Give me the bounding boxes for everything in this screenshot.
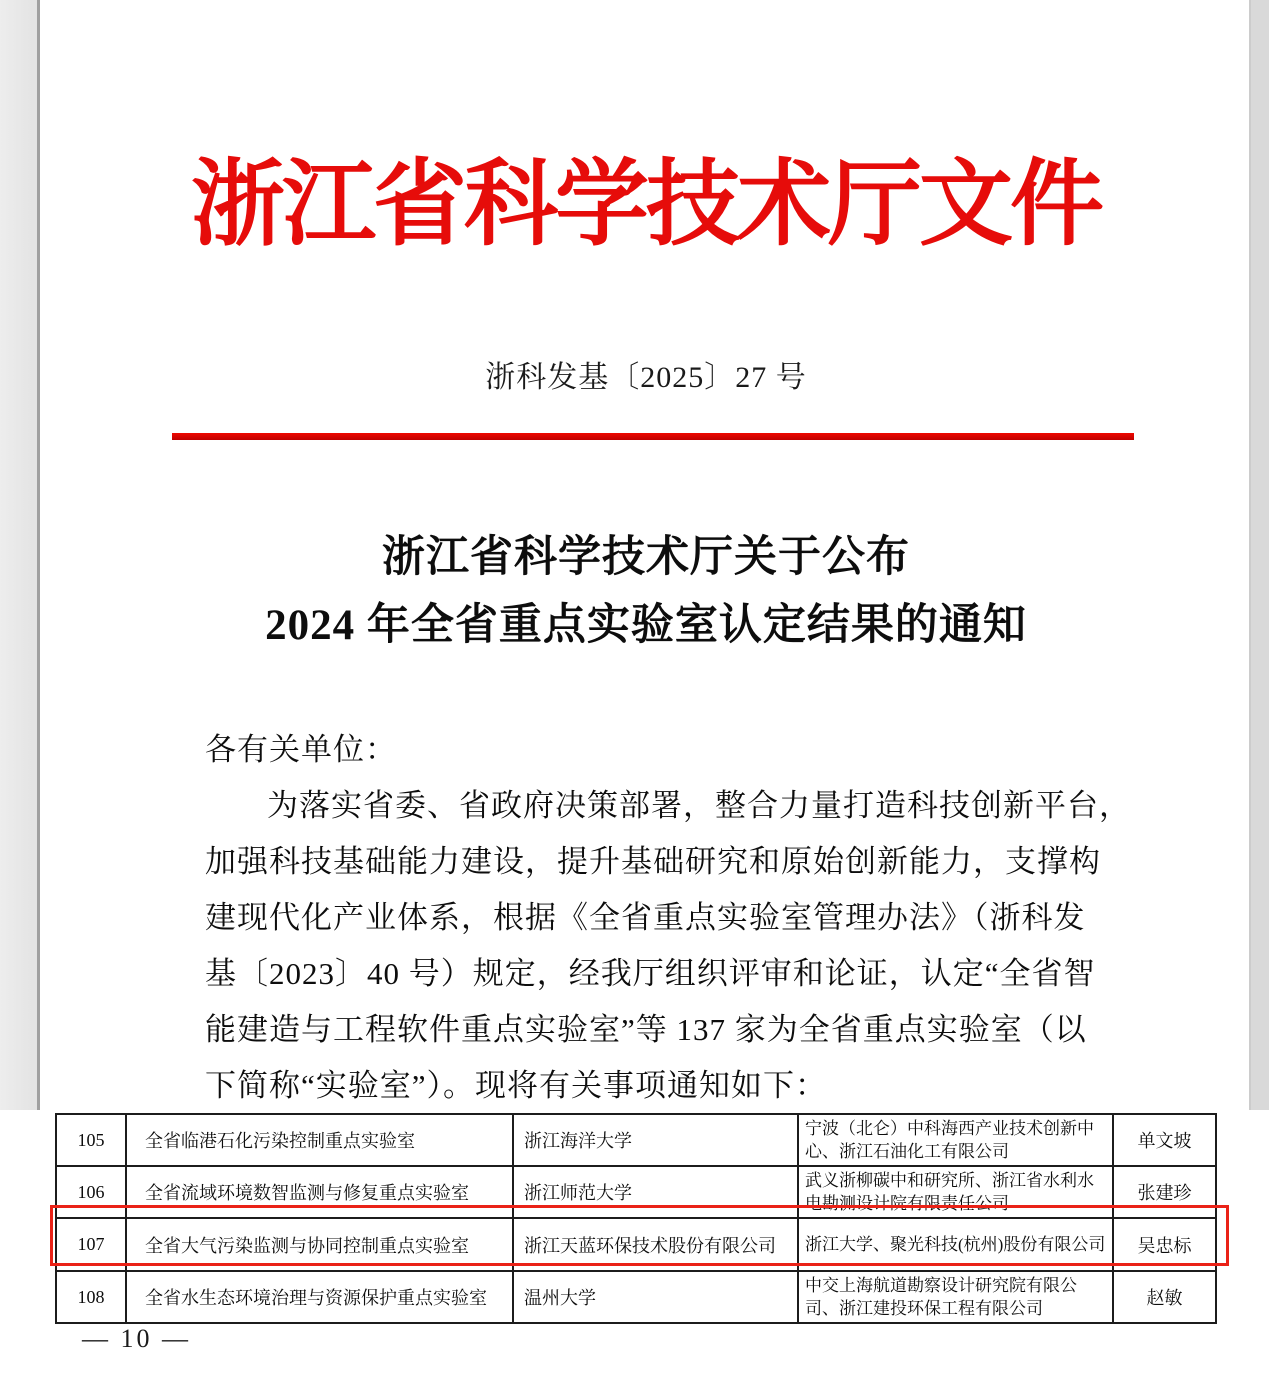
host-institution: 浙江天蓝环保技术股份有限公司: [513, 1218, 798, 1271]
body-line: 为落实省委、省政府决策部署，整合力量打造科技创新平台，: [267, 788, 1131, 823]
lab-director: 吴忠标: [1113, 1218, 1216, 1271]
lab-name: 全省大气污染监测与协同控制重点实验室: [126, 1218, 513, 1271]
table-row-105: [56, 1114, 1216, 1166]
laboratory-list-table: [55, 1113, 1217, 1324]
page-number: — 10 —: [82, 1324, 191, 1353]
lab-name: 全省临港石化污染控制重点实验室: [126, 1114, 513, 1166]
page-right-margin-shadow: [1249, 0, 1269, 1110]
lab-director: 张建珍: [1113, 1166, 1216, 1218]
table-row-106: [56, 1166, 1216, 1218]
row-number: 106: [56, 1166, 126, 1218]
partner-units: 武义浙柳碳中和研究所、浙江省水利水电勘测设计院有限责任公司: [798, 1166, 1113, 1218]
table-row-107-highlighted: [56, 1218, 1216, 1271]
notice-title: [43, 524, 1249, 660]
row-number: 108: [56, 1271, 126, 1323]
body-line: 能建造与工程软件重点实验室”等 137 家为全省重点实验室（以: [205, 1012, 1087, 1047]
partner-units: 宁波（北仑）中科海西产业技术创新中心、浙江石油化工有限公司: [798, 1114, 1113, 1166]
host-institution: 浙江师范大学: [513, 1166, 798, 1218]
body-line: 基〔2023〕40 号）规定，经我厅组织评审和论证，认定“全省智: [205, 956, 1096, 991]
host-institution: 温州大学: [513, 1271, 798, 1323]
document-number: 浙科发基〔2025〕27 号: [485, 361, 807, 394]
body-line: 加强科技基础能力建设，提升基础研究和原始创新能力，支撑构: [205, 844, 1101, 879]
row-number: 105: [56, 1114, 126, 1166]
salutation: 各有关单位：: [205, 732, 397, 767]
lab-director: 单文坡: [1113, 1114, 1216, 1166]
lab-director: 赵敏: [1113, 1271, 1216, 1323]
notice-body: [205, 722, 1131, 1114]
notice-title-line2: 2024 年全省重点实验室认定结果的通知: [265, 602, 1027, 649]
notice-title-line1: 浙江省科学技术厅关于公布: [382, 534, 910, 581]
host-institution: 浙江海洋大学: [513, 1114, 798, 1166]
body-line: 建现代化产业体系，根据《全省重点实验室管理办法》（浙科发: [205, 900, 1086, 935]
red-divider-rule: [172, 433, 1134, 440]
page-left-margin-shadow: [0, 0, 40, 1110]
lab-name: 全省水生态环境治理与资源保护重点实验室: [126, 1271, 513, 1323]
partner-units: 浙江大学、聚光科技(杭州)股份有限公司: [798, 1218, 1113, 1271]
agency-letterhead-title: 浙江省科学技术厅文件: [190, 153, 1101, 257]
lab-name: 全省流域环境数智监测与修复重点实验室: [126, 1166, 513, 1218]
table-row-108: [56, 1271, 1216, 1323]
partner-units: 中交上海航道勘察设计研究院有限公司、浙江建投环保工程有限公司: [798, 1271, 1113, 1323]
row-number: 107: [56, 1218, 126, 1271]
body-line: 下简称“实验室”）。现将有关事项通知如下：: [205, 1068, 828, 1103]
